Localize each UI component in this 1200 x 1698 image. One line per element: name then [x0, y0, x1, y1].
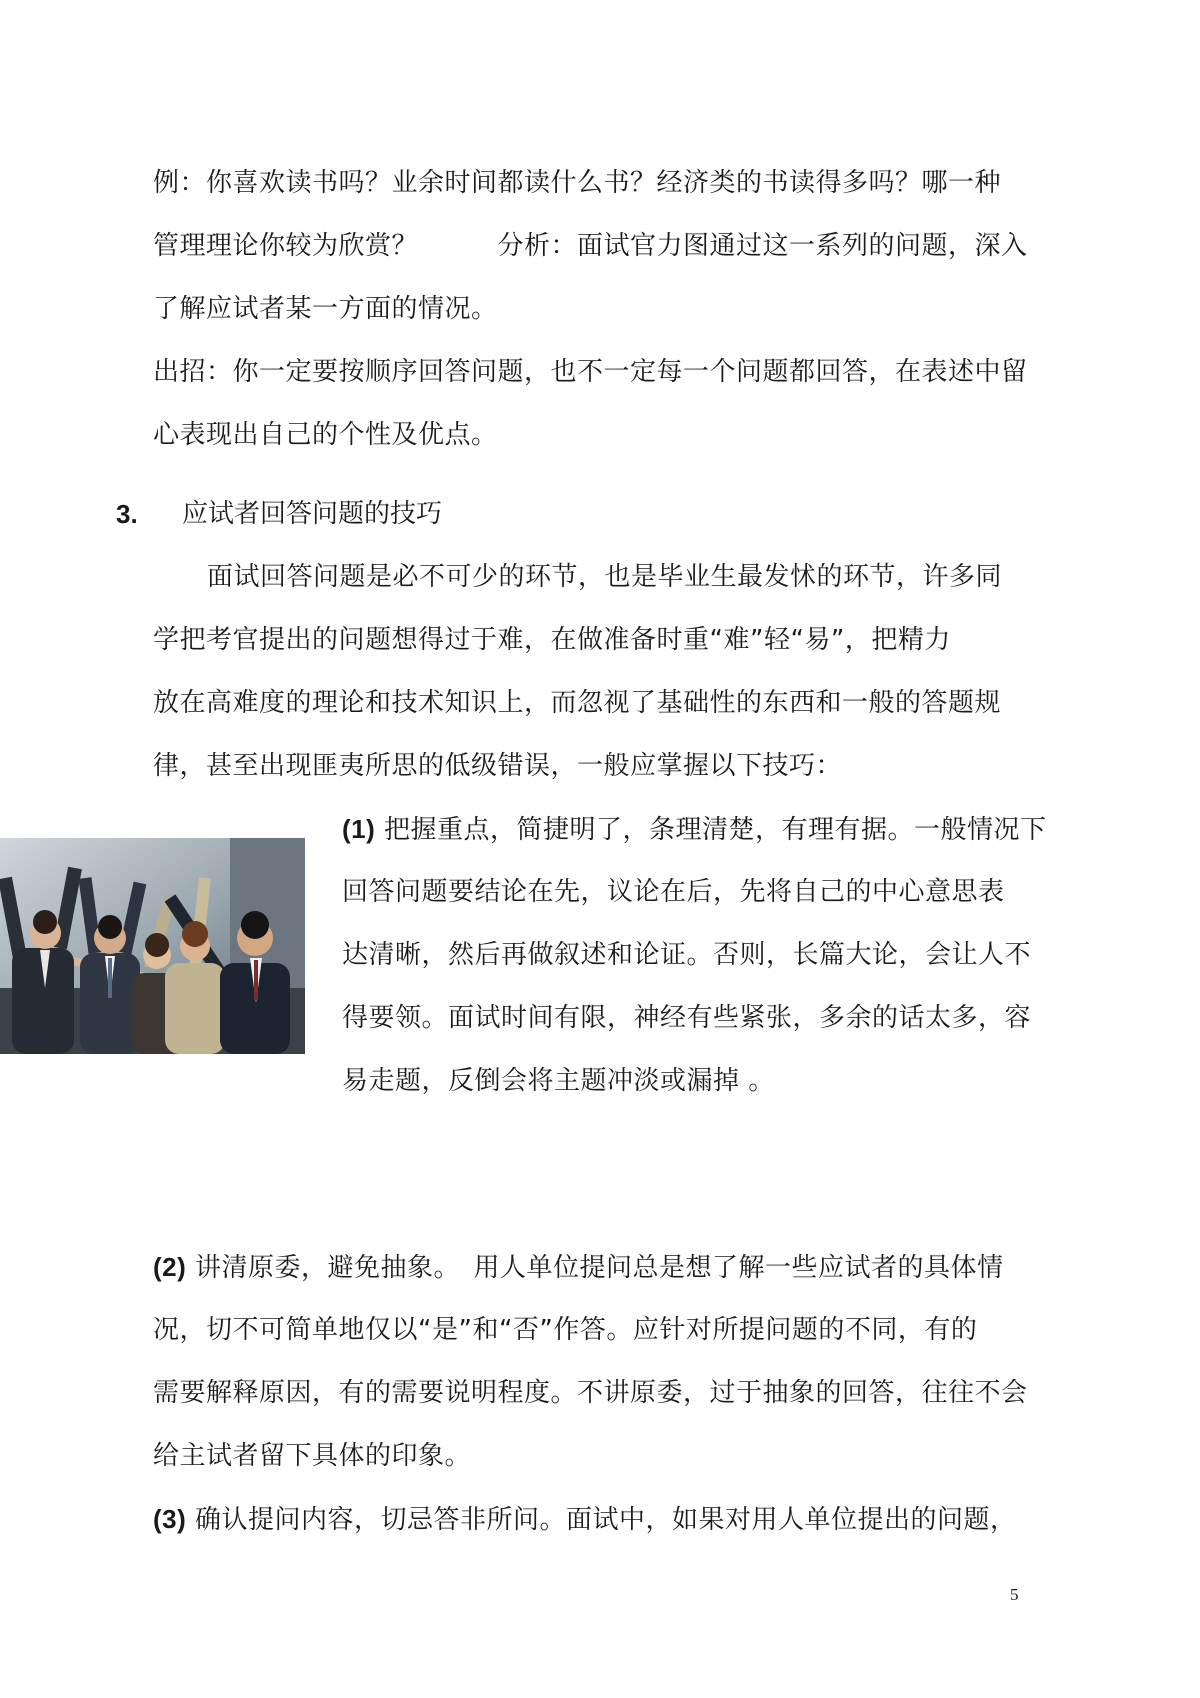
- text-line: 达清晰，然后再做叙述和论证。否则，长篇大论，会让人不: [342, 940, 1032, 970]
- text-line: 了解应试者某一方面的情况。: [153, 294, 498, 324]
- business-team-photo: [0, 838, 305, 1054]
- section-number: 3.: [116, 499, 138, 529]
- text-line: 况，切不可简单地仅以“是”和“否”作答。应针对所提问题的不同，有的: [153, 1315, 978, 1345]
- text-line: 管理理论你较为欣赏？ 分析：面试官力图通过这一系列的问题，深入: [153, 231, 1028, 261]
- item-text: 讲清原委，避免抽象。 用人单位提问总是想了解一些应试者的具体情: [186, 1253, 1004, 1283]
- item-text: 确认提问内容，切忌答非所问。面试中，如果对用人单位提出的问题，: [186, 1505, 1017, 1535]
- text-line: 例：你喜欢读书吗？业余时间都读什么书？经济类的书读得多吗？哪一种: [153, 168, 1002, 198]
- text-line: 回答问题要结论在先，议论在后，先将自己的中心意思表: [342, 877, 1005, 907]
- item-number: (2): [153, 1252, 187, 1282]
- text-line: [342, 812, 1047, 847]
- text-line: 心表现出自己的个性及优点。: [153, 420, 498, 450]
- text-line: 易走题，反倒会将主题冲淡或漏掉 。: [342, 1066, 775, 1096]
- item-number: (3): [153, 1504, 187, 1534]
- text-line: [153, 1502, 1017, 1537]
- text-line: 放在高难度的理论和技术知识上，而忽视了基础性的东西和一般的答题规: [153, 688, 1002, 718]
- text-line: [153, 1250, 1004, 1285]
- text-line: 学把考官提出的问题想得过于难，在做准备时重“难”轻“易”，把精力: [153, 625, 951, 655]
- text-line: 需要解释原因，有的需要说明程度。不讲原委，过于抽象的回答，往往不会: [153, 1378, 1028, 1408]
- item-text: 把握重点，简捷明了，条理清楚，有理有据。一般情况下: [375, 815, 1047, 845]
- text-line: 得要领。面试时间有限，神经有些紧张，多余的话太多，容: [342, 1003, 1032, 1033]
- text-line: 面试回答问题是必不可少的环节，也是毕业生最发怵的环节，许多同: [207, 562, 1003, 592]
- text-line: 给主试者留下具体的印象。: [153, 1441, 472, 1471]
- text-line: 律，甚至出现匪夷所思的低级错误，一般应掌握以下技巧：: [153, 751, 843, 781]
- text-line: 出招：你一定要按顺序回答问题，也不一定每一个问题都回答，在表述中留: [153, 357, 1028, 387]
- item-number: (1): [342, 814, 376, 844]
- section-heading: 应试者回答问题的技巧: [182, 499, 443, 529]
- page-number: 5: [1010, 1585, 1019, 1604]
